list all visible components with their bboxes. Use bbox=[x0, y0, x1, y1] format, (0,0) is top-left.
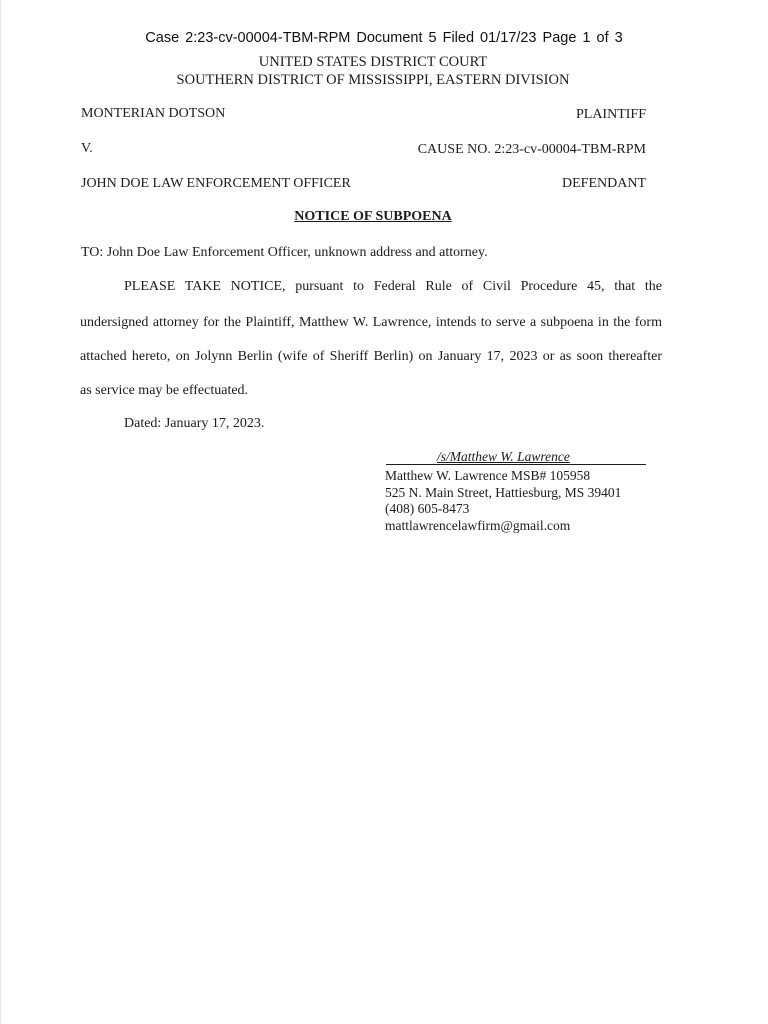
cause-number: CAUSE NO. 2:23-cv-00004-TBM-RPM bbox=[417, 142, 646, 157]
attorney-address: 525 N. Main Street, Hattiesburg, MS 39401 bbox=[385, 485, 622, 500]
defendant-name: JOHN DOE LAW ENFORCEMENT OFFICER bbox=[81, 176, 351, 191]
body-line-4: as service may be effectuated. bbox=[80, 383, 249, 398]
body-line-2: undersigned attorney for the Plaintiff, Matthew W. Lawrence, intends to serve a subpoena in the form bbox=[80, 315, 662, 330]
signature-line bbox=[386, 464, 646, 465]
page-edge bbox=[0, 0, 1, 1024]
attorney-name: Matthew W. Lawrence MSB# 105958 bbox=[385, 468, 591, 483]
defendant-label: DEFENDANT bbox=[562, 176, 646, 191]
filing-header-stamp: Case 2:23-cv-00004-TBM-RPM Document 5 Filed 01/17/23 Page 1 of 3 bbox=[145, 30, 623, 46]
document-title: NOTICE OF SUBPOENA bbox=[294, 209, 452, 224]
court-name: UNITED STATES DISTRICT COURT bbox=[258, 54, 488, 70]
body-line-1: PLEASE TAKE NOTICE, pursuant to Federal Rule of Civil Procedure 45, that the bbox=[124, 279, 662, 294]
attorney-email: mattlawrencelawfirm@gmail.com bbox=[385, 518, 571, 533]
electronic-signature: /s/Matthew W. Lawrence bbox=[437, 449, 570, 464]
body-line-3: attached hereto, on Jolynn Berlin (wife of Sheriff Berlin) on January 17, 2023 or as soon thereafter bbox=[80, 349, 662, 364]
plaintiff-label: PLAINTIFF bbox=[575, 107, 646, 122]
plaintiff-name: MONTERIAN DOTSON bbox=[81, 106, 226, 121]
court-district: SOUTHERN DISTRICT OF MISSISSIPPI, EASTERN DIVISION bbox=[176, 72, 570, 88]
dated-line: Dated: January 17, 2023. bbox=[124, 416, 265, 431]
recipient-line: TO: John Doe Law Enforcement Officer, unknown address and attorney. bbox=[81, 245, 488, 260]
attorney-phone: (408) 605-8473 bbox=[385, 501, 470, 516]
versus: V. bbox=[81, 141, 93, 156]
